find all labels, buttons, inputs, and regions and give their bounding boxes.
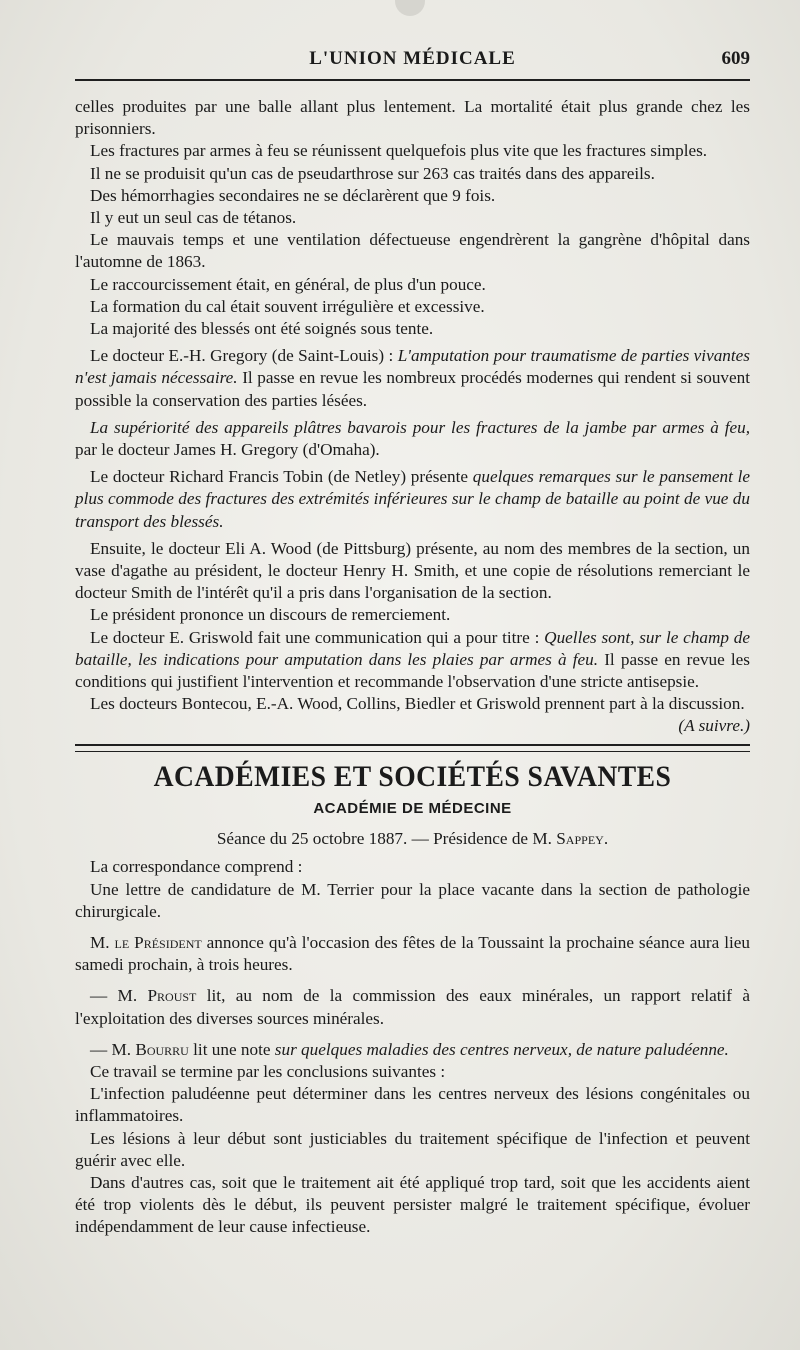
text-run: annonce qu'à l'occasion des fêtes de la Toussaint la prochaine séance aura lieu samedi prochain, à trois heures. [75,932,750,975]
header-rule [75,79,750,81]
a-suivre-text: (A suivre.) [678,716,750,736]
section-subtitle: ACADÉMIE DE MÉDECINE [313,799,512,817]
paragraph-president-announce [75,932,750,976]
paragraph: Des hémorrhagies secondaires ne se déclarèrent que 9 fois. [90,185,496,205]
paragraph-discussion [75,693,750,736]
president-name: Sappey [556,829,604,849]
page-header [75,46,750,76]
text-run: lit, au nom de la commission des eaux minérales, un rapport relatif à l'exploitation des diverses sources minérales. [75,986,751,1028]
paragraph: celles produites par une balle allant plus lentement. La mortalité était plus grande chez les prisonniers. [75,97,750,139]
paragraph: La majorité des blessés ont été soignés sous tente. [90,319,434,339]
page-number: 609 [721,48,750,69]
text-run: Le docteur Richard Francis Tobin (de Netley) présente [90,467,473,487]
seance-line: Séance du 25 octobre 1887. — Présidence de M. Sappey. [216,829,609,849]
paragraph-tobin [75,466,750,533]
paragraph: Dans d'autres cas, soit que le traitement ait été appliqué trop tard, soit que les accidents aient été trop violents dès le début, ils peuvent persister malgré le traitement spécifique, évoluer indépendamment de leur cause infectieuse. [75,1172,750,1237]
text-run: par le docteur James H. Gregory (d'Omaha). [75,440,380,460]
article-body [75,96,750,1239]
paragraph-wood: Ensuite, le docteur Eli A. Wood (de Pittsburg) présente, au nom des membres de la section, un vase d'agathe au président, le docteur Henry H. Smith, et une copie de résolutions remerciant le docteur Smith de l'intérêt qu'il a pris dans l'organisation de la section. [75,538,750,603]
speaker-name: Proust [147,986,197,1006]
paragraph: Le mauvais temps et une ventilation défectueuse engendrèrent la gangrène d'hôpital dans l'automne de 1863. [75,230,750,272]
paragraph-griswold [75,627,750,694]
paragraph-omaha [75,417,750,461]
paragraph: La formation du cal était souvent irrégulière et excessive. [90,296,485,316]
section-title: ACADÉMIES ET SOCIÉTÉS SAVANTES [153,759,672,793]
text-run: Séance du 25 octobre 1887. — Présidence de M. [216,829,557,849]
section-divider [75,744,750,752]
paragraph: Une lettre de candidature de M. Terrier pour la place vacante dans la section de pathologie chirurgicale. [75,879,750,921]
paragraph-proust [75,985,750,1029]
paragraph: Ce travail se termine par les conclusions suivantes : [90,1061,446,1081]
paragraph: Les lésions à leur début sont justiciables du traitement spécifique de l'infection et peuvent guérir avec elle. [75,1128,750,1170]
text-run: Il passe en revue les nombreux procédés modernes qui rendent si souvent possible la conservation des parties lésées. [75,368,751,410]
text-run: Le docteur E. Griswold fait une communication qui a pour titre : [90,627,545,647]
text-run: — M. [90,986,148,1006]
paragraph: La correspondance comprend : [90,857,303,877]
communication-title: quelques remarques sur le pansement le plus commode des fractures des extrémités inférieures sur le champ de bataille au point de vue du transport des blessés. [75,467,750,531]
speaker-name: Bourru [135,1039,189,1059]
text-run: Les docteurs Bontecou, E.-A. Wood, Collins, Biedler et Griswold prennent part à la discussion. [90,694,745,714]
communication-title: sur quelques maladies des centres nerveux, de nature paludéenne. [274,1039,729,1059]
paragraph-president: Le président prononce un discours de remerciement. [90,605,451,625]
text-run: Il passe en revue les conditions qui justifient l'intervention et recommande l'observation d'une stricte antisepsie. [75,649,751,692]
paragraph: Il ne se produisit qu'un cas de pseudarthrose sur 263 cas traités dans des appareils. [90,163,655,183]
paragraph: Il y eut un seul cas de tétanos. [90,208,297,228]
communication-title: La supériorité des appareils plâtres bavarois pour les fractures de la jambe par armes à feu, [90,417,750,437]
paragraph-bourru [75,1039,750,1061]
text-run: lit une note [188,1039,275,1059]
communication-title: Quelles sont, sur le champ de bataille, les indications pour amputation dans les plaies par armes à feu. [75,627,750,669]
text-run: Le docteur E.-H. Gregory (de Saint-Louis) : [90,346,398,366]
paragraph: Les fractures par armes à feu se réunissent quelquefois plus vite que les fractures simples. [90,141,708,161]
text-run: — M. [90,1039,136,1059]
paragraph: L'infection paludéenne peut déterminer dans les centres nerveux des lésions congénitales ou inflammatoires. [75,1084,750,1126]
paragraph: Le raccourcissement était, en général, de plus d'un pouce. [90,274,486,294]
communication-title: L'amputation pour traumatisme de parties vivantes n'est jamais nécessaire. [75,346,750,388]
binding-mark [395,0,425,16]
paragraph-gregory [75,345,750,412]
a-suivre [663,715,750,737]
speaker-name: M. le Président [90,932,202,952]
running-head: L'UNION MÉDICALE [309,48,516,69]
